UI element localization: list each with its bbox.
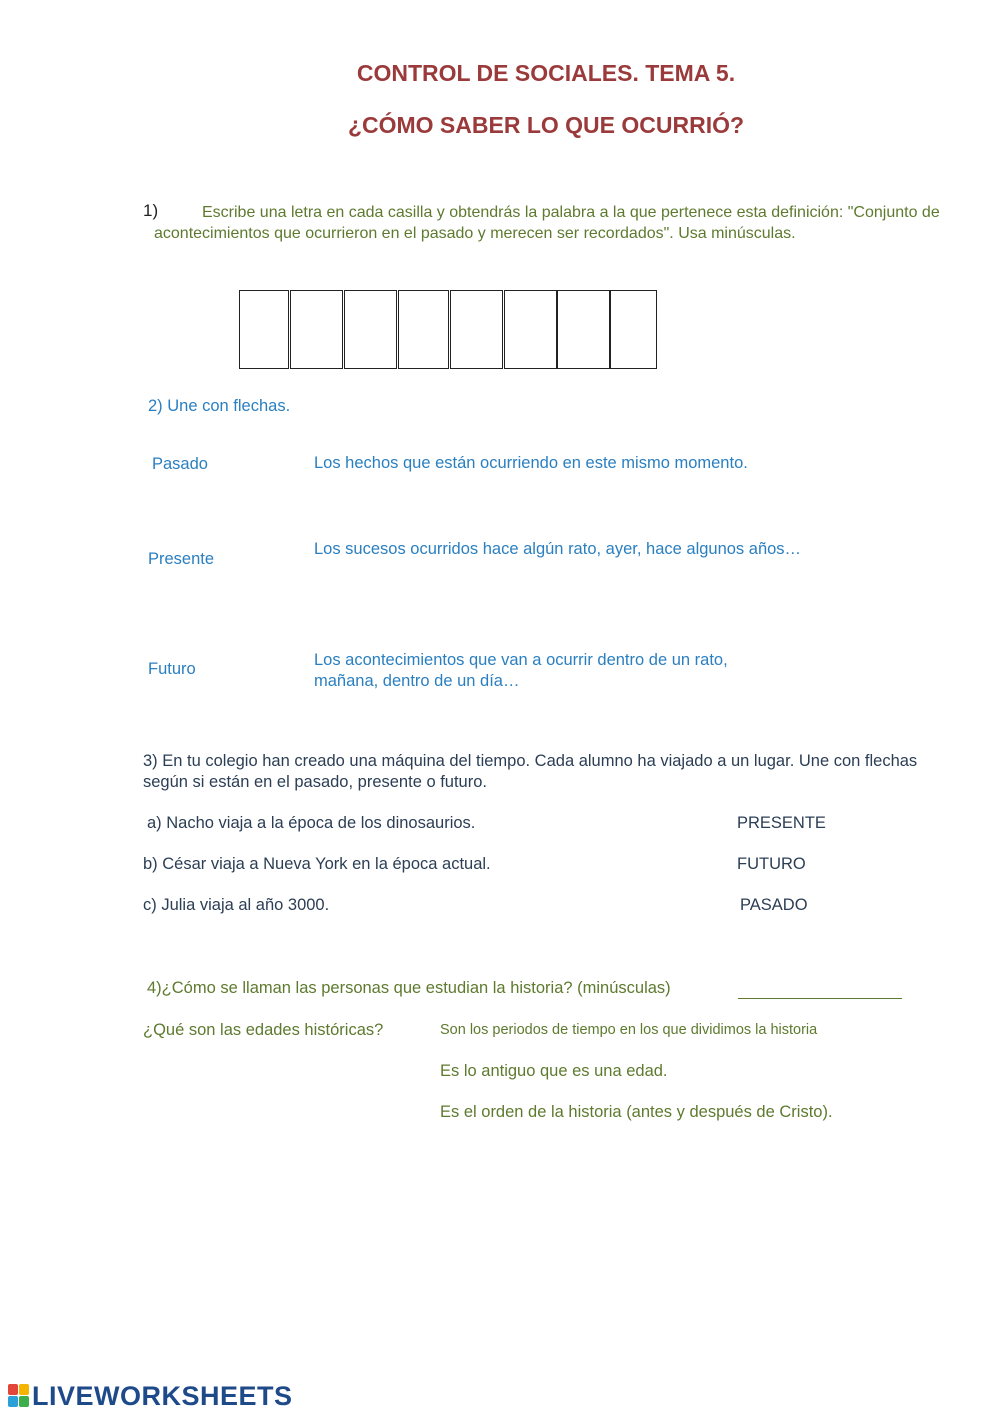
q2-left-presente[interactable]: Presente xyxy=(148,550,215,568)
q1-number: 1) xyxy=(143,201,159,220)
q4-answer-field[interactable] xyxy=(738,980,902,999)
q2-left-pasado[interactable]: Pasado xyxy=(152,455,208,473)
q3-item-b[interactable]: b) César viaja a Nueva York en la época actual. xyxy=(143,855,491,873)
q2-right-3[interactable]: Los acontecimientos que van a ocurrir dentro de un rato, mañana, dentro de un día… xyxy=(314,651,728,690)
q3-option-presente[interactable]: PRESENTE xyxy=(737,814,826,832)
q3-item-a[interactable]: a) Nacho viaja a la época de los dinosaurios. xyxy=(147,814,476,832)
q4-option-2[interactable]: Es lo antiguo que es una edad. xyxy=(440,1062,668,1080)
letter-box-7[interactable] xyxy=(557,290,610,369)
q4-sub-question: ¿Qué son las edades históricas? xyxy=(143,1021,384,1039)
q3-heading: 3) En tu colegio han creado una máquina del tiempo. Cada alumno ha viajado a un lugar. Une con flechas según si están en el pasado, presente o futuro. xyxy=(143,752,918,791)
liveworksheets-logo-text: LIVEWORKSHEETS xyxy=(32,1381,293,1411)
page-title: CONTROL DE SOCIALES. TEMA 5. xyxy=(356,60,736,86)
q3-option-futuro[interactable]: FUTURO xyxy=(737,855,806,873)
letter-box-3[interactable] xyxy=(344,290,397,369)
q1-instructions: Escribe una letra en cada casilla y obtendrás la palabra a la que pertenece esta definición: "Conjunto de acontecimientos que ocurrieron en el pasado y merecen ser recordados". Usa minúsculas. xyxy=(154,204,940,242)
q2-heading: 2) Une con flechas. xyxy=(148,397,291,415)
letter-box-8[interactable] xyxy=(610,290,657,369)
q4-option-1[interactable]: Son los periodos de tiempo en los que dividimos la historia xyxy=(440,1022,818,1038)
letter-box-1[interactable] xyxy=(239,290,289,369)
letter-box-5[interactable] xyxy=(450,290,503,369)
liveworksheets-logo-icon xyxy=(8,1384,30,1408)
letter-box-6[interactable] xyxy=(504,290,557,369)
letter-box-4[interactable] xyxy=(398,290,449,369)
q3-option-pasado[interactable]: PASADO xyxy=(740,896,808,914)
q4-option-3[interactable]: Es el orden de la historia (antes y después de Cristo). xyxy=(440,1103,833,1121)
q2-right-1[interactable]: Los hechos que están ocurriendo en este mismo momento. xyxy=(314,454,748,472)
letter-box-2[interactable] xyxy=(290,290,343,369)
page-subtitle: ¿CÓMO SABER LO QUE OCURRIÓ? xyxy=(347,112,745,138)
q4-question: 4)¿Cómo se llaman las personas que estudian la historia? (minúsculas) xyxy=(147,979,671,997)
q2-right-2[interactable]: Los sucesos ocurridos hace algún rato, ayer, hace algunos años… xyxy=(314,540,802,558)
q2-left-futuro[interactable]: Futuro xyxy=(148,660,196,678)
q3-item-c[interactable]: c) Julia viaja al año 3000. xyxy=(143,896,330,914)
